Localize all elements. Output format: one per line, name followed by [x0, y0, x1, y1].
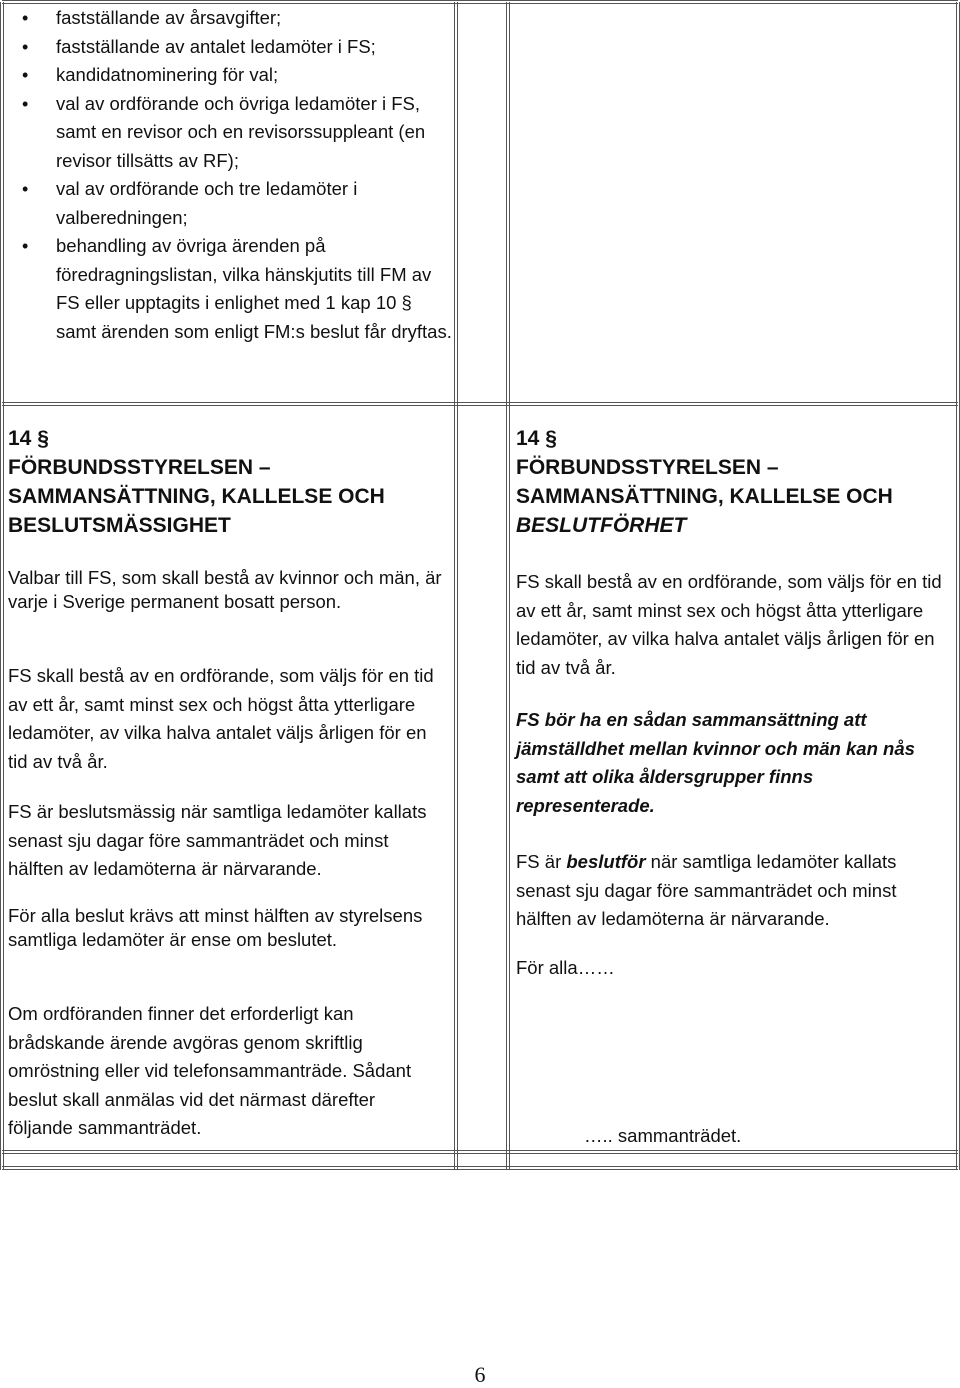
- left-paragraph-urgent: Om ordföranden finner det erforderligt kan brådskande ärende avgöras genom skriftlig omröstning eller vid telefonsammanträde. Sådant beslut skall anmälas vid det närmast därefter följande sammanträdet.: [8, 1003, 412, 1138]
- right-paragraph-quorum: [516, 848, 956, 934]
- left-paragraph-majority: För alla beslut krävs att minst hälften av styrelsens samtliga ledamöter är ense om beslutet.: [8, 905, 423, 950]
- agenda-bullet-list: [8, 4, 452, 346]
- heading-line: BESLUTSMÄSSIGHET: [8, 514, 231, 537]
- section-symbol: §: [545, 427, 557, 450]
- left-section-heading: [8, 424, 448, 540]
- table-border-bottom: [2, 1166, 958, 1170]
- heading-line: SAMMANSÄTTNING, KALLELSE OCH: [8, 485, 385, 508]
- list-item: • fastställande av årsavgifter;: [8, 4, 448, 33]
- table-border-left: [0, 2, 4, 1170]
- heading-line: SAMMANSÄTTNING, KALLELSE OCH: [516, 485, 893, 508]
- text-run: när samtliga ledamöter kallats senast sju dagar före sammanträdet och minst hälften av ledamöterna är närvarande.: [516, 851, 897, 929]
- table-border-right: [956, 2, 960, 1170]
- table-row-divider-2: [2, 1150, 958, 1154]
- left-paragraph-eligibility: Valbar till FS, som skall bestå av kvinnor och män, är varje i Sverige permanent bosatt person.: [8, 567, 442, 612]
- right-paragraph-urgent: ….. sammanträdet.: [584, 1125, 742, 1146]
- section-symbol: §: [37, 427, 49, 450]
- agenda-bullet-list-cell: [8, 4, 452, 346]
- right-section-heading: [516, 424, 956, 540]
- table-divider-b: [506, 2, 510, 1170]
- list-item: • kandidatnominering för val;: [8, 61, 448, 90]
- table-divider-a: [454, 2, 458, 1170]
- text-run-emphasis: beslutför: [566, 851, 646, 872]
- list-item: • behandling av övriga ärenden på föredragningslistan, vilka hänskjutits till FM av FS eller upptagits i enlighet med 1 kap 10 § samt ärenden som enligt FM:s beslut får dryftas.: [8, 232, 454, 346]
- heading-line: FÖRBUNDSSTYRELSEN –: [516, 456, 779, 479]
- right-paragraph-majority: För alla……: [516, 957, 615, 978]
- right-paragraph-composition: FS skall bestå av en ordförande, som väljs för en tid av ett år, samt minst sex och högst åtta ytterligare ledamöter, av vilka halva antalet väljs årligen för en tid av två år.: [516, 571, 942, 678]
- section-number: 14: [8, 427, 32, 450]
- section-number: 14: [516, 427, 540, 450]
- table-row-divider-1: [2, 402, 958, 406]
- right-section-14: [516, 424, 956, 540]
- left-section-14: [8, 424, 448, 540]
- text-run: FS är: [516, 851, 567, 872]
- list-item: • val av ordförande och tre ledamöter i valberedningen;: [8, 175, 428, 232]
- left-paragraph-quorum: FS är beslutsmässig när samtliga ledamöter kallats senast sju dagar före sammanträdet och minst hälften av ledamöterna är närvarande.: [8, 801, 427, 879]
- page-number: 6: [474, 1362, 486, 1387]
- right-paragraph-gender-balance: FS bör ha en sådan sammansättning att jämställdhet mellan kvinnor och män kan nås samt att olika åldersgrupper finns representerade.: [516, 709, 915, 816]
- list-item: • val av ordförande och övriga ledamöter i FS, samt en revisor och en revisorssuppleant (en revisor tillsätts av RF);: [8, 90, 428, 176]
- list-item: • fastställande av antalet ledamöter i FS;: [8, 33, 448, 62]
- heading-line: BESLUTFÖRHET: [516, 514, 687, 537]
- left-paragraph-composition: FS skall bestå av en ordförande, som väljs för en tid av ett år, samt minst sex och högst åtta ytterligare ledamöter, av vilka halva antalet väljs årligen för en tid av två år.: [8, 665, 434, 772]
- heading-line: FÖRBUNDSSTYRELSEN –: [8, 456, 271, 479]
